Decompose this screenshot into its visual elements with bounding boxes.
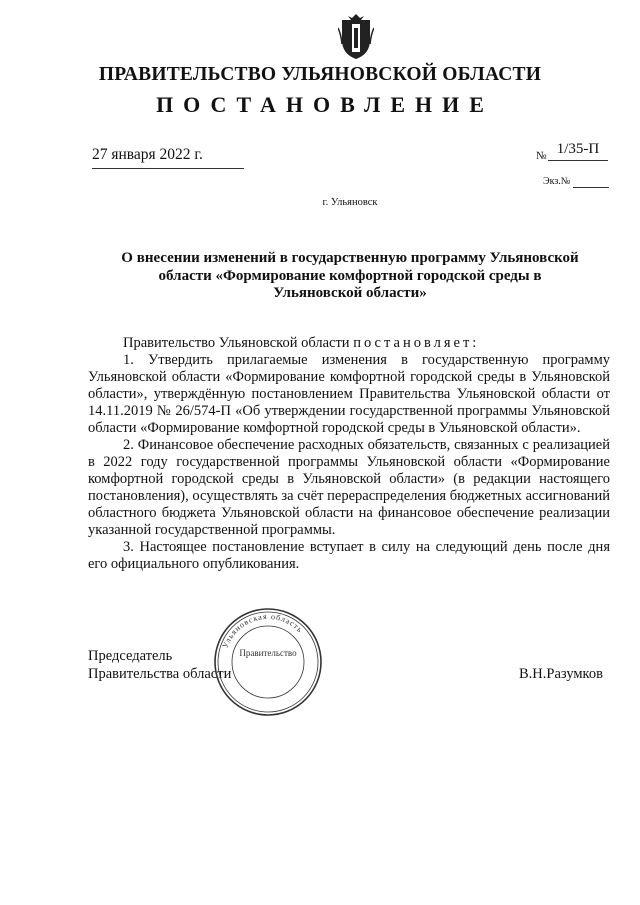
copy-number-label: Экз.№ [543,176,571,187]
paragraph-3: 3. Настоящее постановление вступает в силу на следующий день после дня его официального опубликования. [88,539,610,572]
intro-prefix: Правительство Ульяновской области [123,335,350,351]
government-title: ПРАВИТЕЛЬСТВО УЛЬЯНОВСКОЙ ОБЛАСТИ [98,64,542,85]
number-sign: № [536,150,547,162]
intro-paragraph [88,335,610,352]
document-subject: О внесении изменений в государственную программу Ульяновской области «Формирование комфортной городской среды в Ульяновской области» [121,250,579,301]
signatory-title-line1: Председатель [88,648,173,664]
stamp-ring-text: Ульяновская область [220,611,305,650]
official-stamp [212,606,324,718]
date-underline [92,168,244,169]
document-date: 27 января 2022 г. [92,146,203,163]
city: г. Ульяновск [322,197,378,208]
document-body [88,335,610,573]
document-kind: ПОСТАНОВЛЕНИЕ [156,92,494,117]
svg-text:Ульяновская область [221,612,305,649]
copy-number-underline [573,187,609,188]
document-number: 1/35-П [548,141,608,161]
coat-of-arms-emblem [338,14,374,60]
paragraph-2: 2. Финансовое обеспечение расходных обязательств, связанных с реализацией в 2022 году государственной программы Ульяновской области «Формирование комфортной городской среды в Ульяновской области» (в редакции настоящего постановления), осуществлять за счёт перераспределения бюджетных ассигнований областного бюджета Ульяновской области на финансовое обеспечение реализации указанной государственной программы. [88,437,610,538]
intro-resolves: постановляет: [353,335,480,351]
signatory-name: В.Н.Разумков [519,666,603,682]
stamp-center-text: Правительство [239,648,297,658]
signatory-title-line2: Правительства области [88,666,232,682]
paragraph-1: 1. Утвердить прилагаемые изменения в государственную программу Ульяновской области «Формирование комфортной городской среды в Ульяновской области», утверждённую постановлением Правительства Ульяновской области от 14.11.2019 № 26/574-П «Об утверждении государственной программы Ульяновской области «Формирование комфортной городской среды в Ульяновской области». [88,352,610,436]
